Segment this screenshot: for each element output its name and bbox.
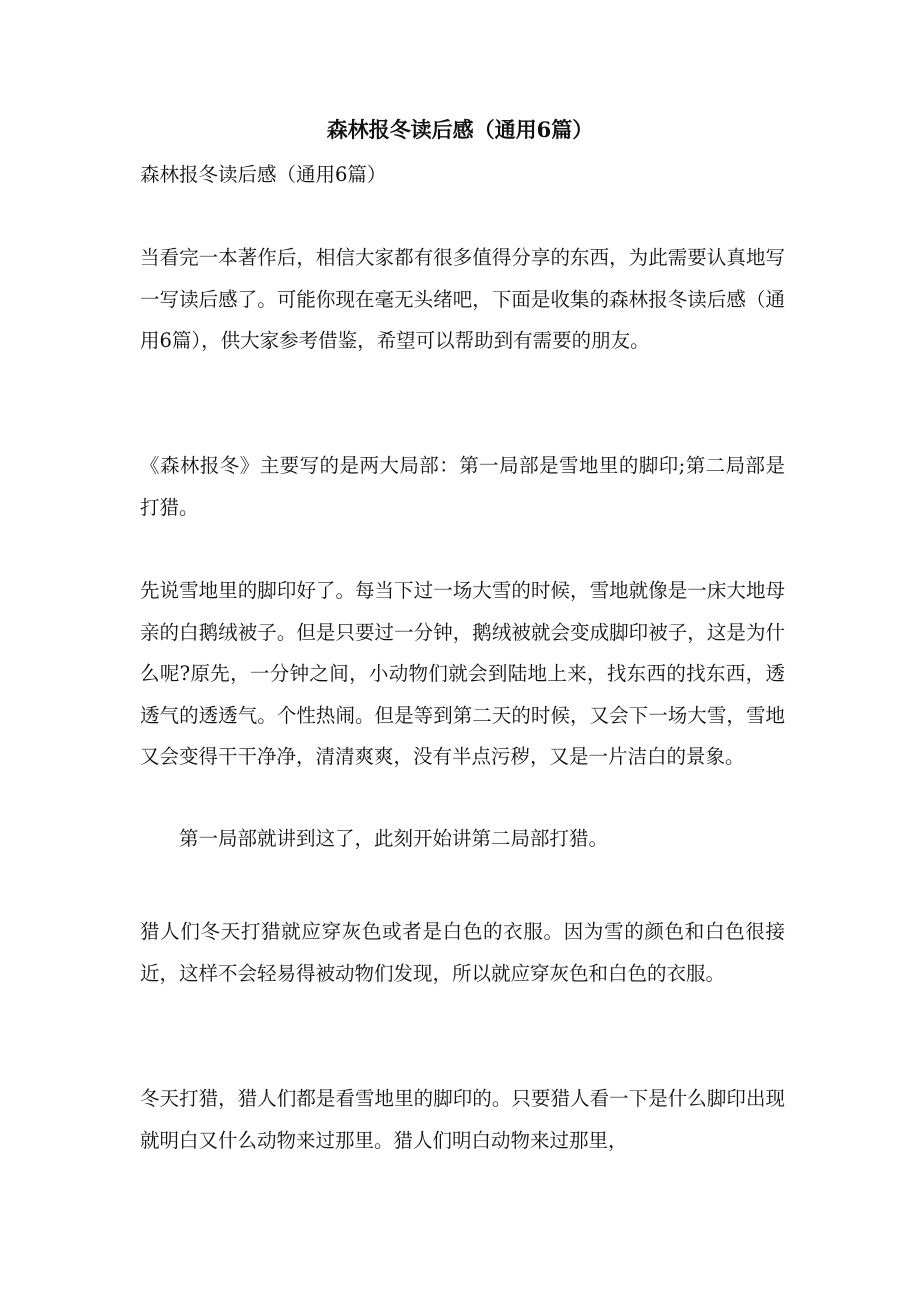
summary-paragraph: 《森林报冬》主要写的是两大局部：第一局部是雪地里的脚印;第二局部是打猎。 [140, 454, 785, 519]
hunters-clothing-paragraph: 猎人们冬天打猎就应穿灰色或者是白色的衣服。因为雪的颜色和白色很接近，这样不会轻易得被动物们发现，所以就应穿灰色和白色的衣服。 [140, 920, 785, 985]
footprints-paragraph: 先说雪地里的脚印好了。每当下过一场大雪的时候，雪地就像是一床大地母亲的白鹅绒被子。但是只要过一分钟，鹅绒被就会变成脚印被子，这是为什么呢?原先，一分钟之间，小动物们就会到陆地上来，找东西的找东西，透透气的透透气。个性热闹。但是等到第二天的时候，又会下一场大雪，雪地又会变得干干净净，清清爽爽，没有半点污秽，又是一片洁白的景象。 [140, 579, 785, 768]
hunters-tracks-paragraph: 冬天打猎，猎人们都是看雪地里的脚印的。只要猎人看一下是什么脚印出现就明白又什么动物来过那里。猎人们明白动物来过那里， [140, 1087, 785, 1152]
transition-paragraph: 第一局部就讲到这了，此刻开始讲第二局部打猎。 [179, 827, 609, 850]
document-title: 森林报冬读后感（通用6篇） [326, 117, 594, 142]
intro-paragraph: 当看完一本著作后，相信大家都有很多值得分享的东西，为此需要认真地写一写读后感了。可能你现在毫无头绪吧，下面是收集的森林报冬读后感（通用6篇），供大家参考借鉴，希望可以帮助到有需要的朋友。 [140, 246, 785, 352]
document-subtitle: 森林报冬读后感（通用6篇） [140, 163, 387, 186]
